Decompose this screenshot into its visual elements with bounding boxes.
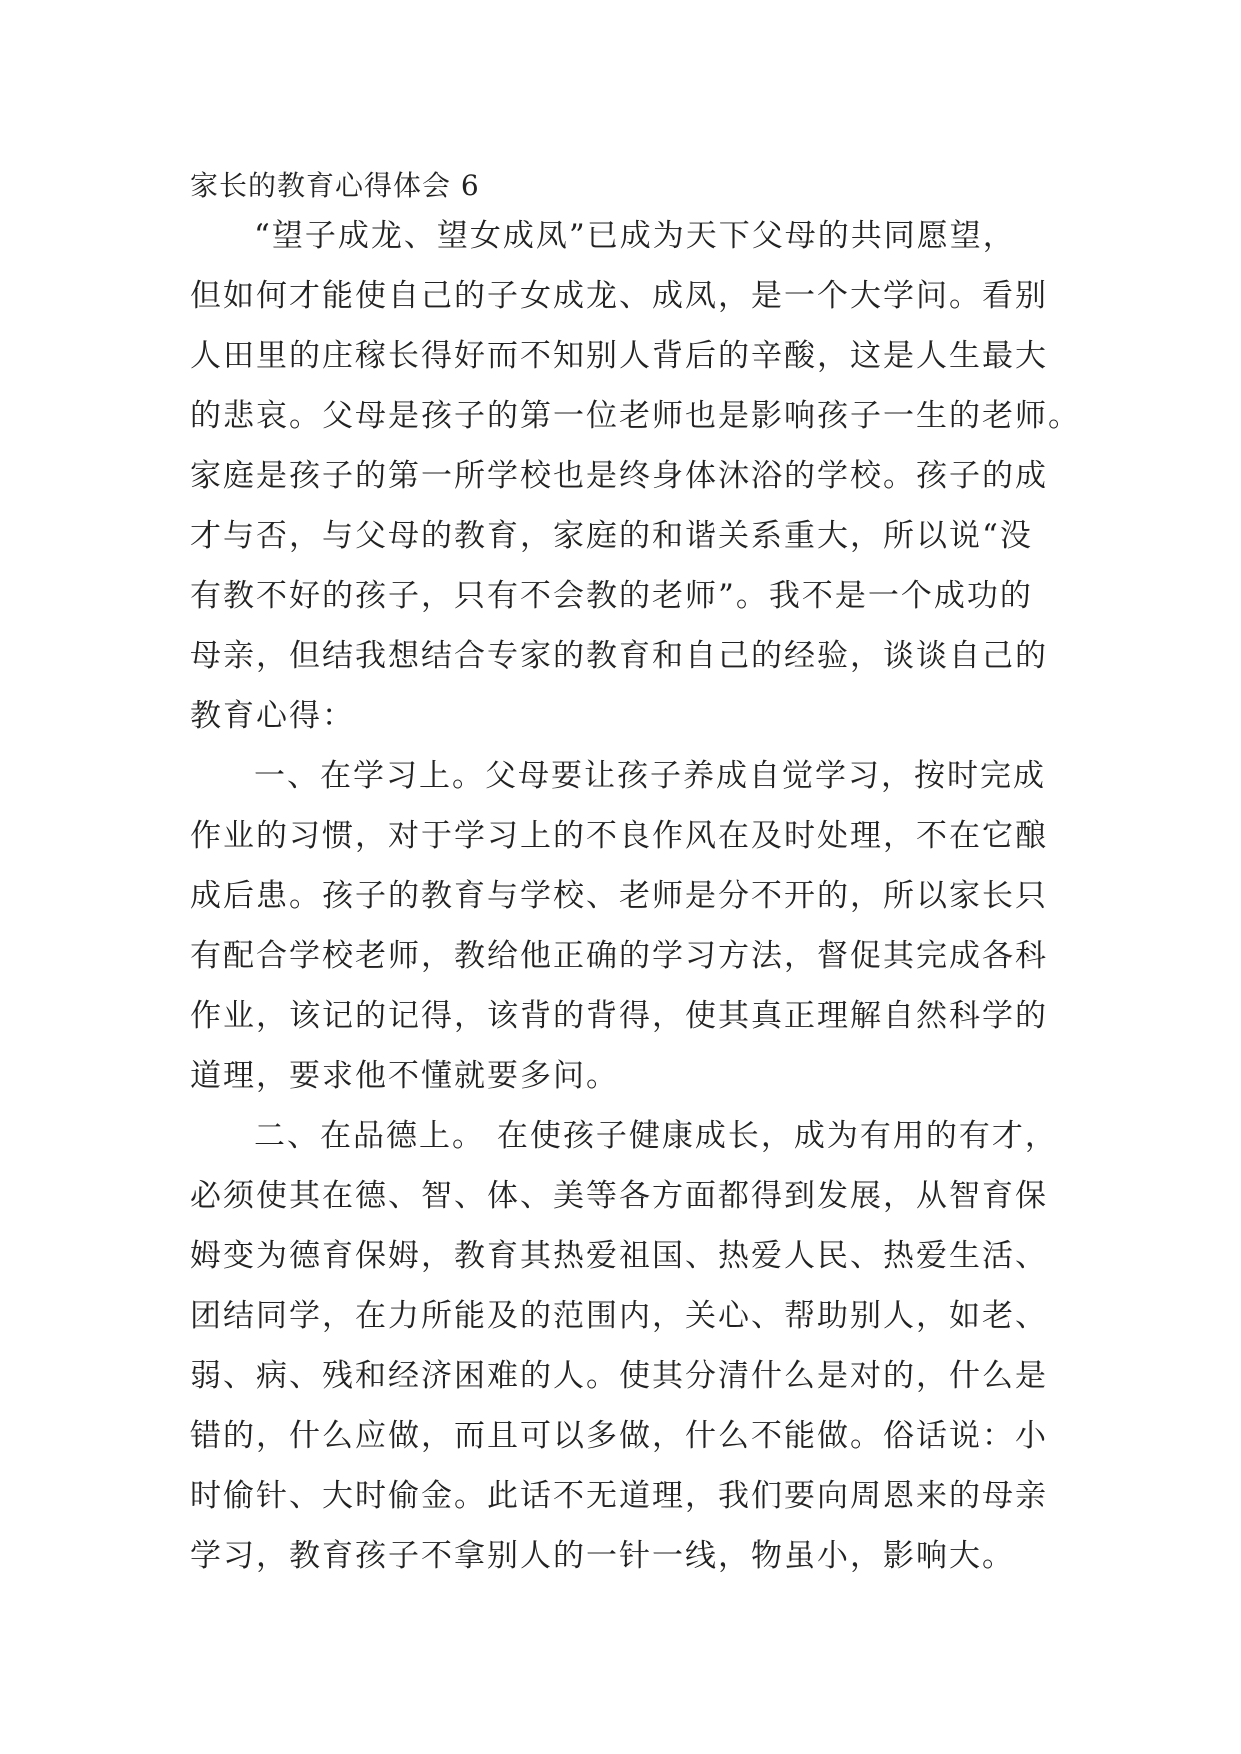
text-line: 才与否，与父母的教育，家庭的和谐关系重大，所以说“没 <box>190 518 1033 554</box>
text-line: 人田里的庄稼长得好而不知别人背后的辛酸，这是人生最大 <box>190 338 1048 374</box>
document-body <box>190 206 1081 1586</box>
text-line: 必须使其在德、智、体、美等各方面都得到发展，从智育保 <box>190 1178 1048 1214</box>
text-line: 二、在品德上。 在使孩子健康成长，成为有用的有才， <box>254 1118 1058 1154</box>
text-line: 成后患。孩子的教育与学校、老师是分不开的，所以家长只 <box>190 878 1048 914</box>
text-line: 错的，什么应做，而且可以多做，什么不能做。俗话说：小 <box>190 1418 1048 1454</box>
text-line: 团结同学，在力所能及的范围内，关心、帮助别人，如老、 <box>190 1298 1048 1334</box>
text-line: 时偷针、大时偷金。此话不无道理，我们要向周恩来的母亲 <box>190 1478 1048 1514</box>
text-line: “望子成龙、望女成凤”已成为天下父母的共同愿望， <box>254 218 1016 254</box>
text-line: 道理，要求他不懂就要多问。 <box>190 1058 619 1094</box>
text-line: 学习，教育孩子不拿别人的一针一线，物虽小，影响大。 <box>190 1538 1015 1574</box>
text-line: 教育心得： <box>190 698 355 734</box>
text-line: 作业，该记的记得，该背的背得，使其真正理解自然科学的 <box>190 998 1048 1034</box>
text-line: 有配合学校老师，教给他正确的学习方法，督促其完成各科 <box>190 938 1048 974</box>
text-line: 弱、病、残和经济困难的人。使其分清什么是对的，什么是 <box>190 1358 1048 1394</box>
text-line: 家庭是孩子的第一所学校也是终身体沐浴的学校。孩子的成 <box>190 458 1048 494</box>
text-line: 有教不好的孩子，只有不会教的老师”。我不是一个成功的 <box>190 578 1033 614</box>
paragraph-intro <box>190 206 1081 746</box>
paragraph-morality <box>190 1106 1070 1586</box>
paragraph-study <box>190 746 1070 1106</box>
text-line: 但如何才能使自己的子女成龙、成凤，是一个大学问。看别 <box>190 278 1048 314</box>
text-line: 一、在学习上。父母要让孩子养成自觉学习，按时完成 <box>254 758 1046 794</box>
text-line: 作业的习惯，对于学习上的不良作风在及时处理，不在它酿 <box>190 818 1048 854</box>
text-line: 的悲哀。父母是孩子的第一位老师也是影响孩子一生的老师。 <box>190 398 1081 434</box>
text-line: 姆变为德育保姆，教育其热爱祖国、热爱人民、热爱生活、 <box>190 1238 1048 1274</box>
text-line: 母亲，但结我想结合专家的教育和自己的经验，谈谈自己的 <box>190 638 1048 674</box>
document-title: 家长的教育心得体会 6 <box>190 169 480 202</box>
